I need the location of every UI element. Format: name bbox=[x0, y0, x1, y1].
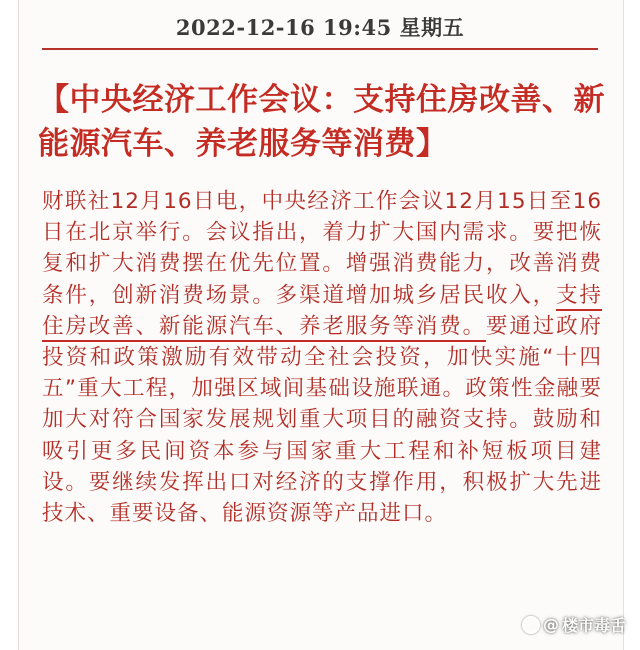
publish-datetime: 2022-12-16 19:45 星期五 bbox=[175, 15, 465, 40]
article-text-part2: 要通过政府投资和政策激励有效带动全社会投资，加快实施“十四五”重大工程，加强区域间基础设施联通。政策性金融要加大对符合国家发展规划重大项目的融资支持。鼓励和吸引更多民间资本参与国家重大工程和补短板项目建设。要继续发挥出口对经济的支撑作用，积极扩大先进技术、重要设备、能源资源等产品进口。 bbox=[42, 313, 602, 527]
article-text-part1: 财联社12月16日电，中央经济工作会议12月15日至16日在北京举行。会议指出，着力扩大国内需求。要把恢复和扩大消费摆在优先位置。增强消费能力，改善消费条件，创新消费场景。多渠道增加城乡居民收入， bbox=[42, 189, 602, 308]
article-headline: 【中央经济工作会议：支持住房改善、新能源汽车、养老服务等消费】 bbox=[38, 82, 605, 162]
header-divider bbox=[42, 48, 598, 50]
article-body bbox=[42, 186, 602, 529]
article-highlight: 支持住房改善、新能源汽车、养老服务等消费。 bbox=[42, 283, 602, 342]
watermark bbox=[522, 613, 626, 636]
weibo-logo-icon bbox=[522, 616, 540, 634]
watermark-at: @ bbox=[542, 615, 559, 634]
watermark-text: 楼市毒舌 bbox=[561, 616, 626, 635]
